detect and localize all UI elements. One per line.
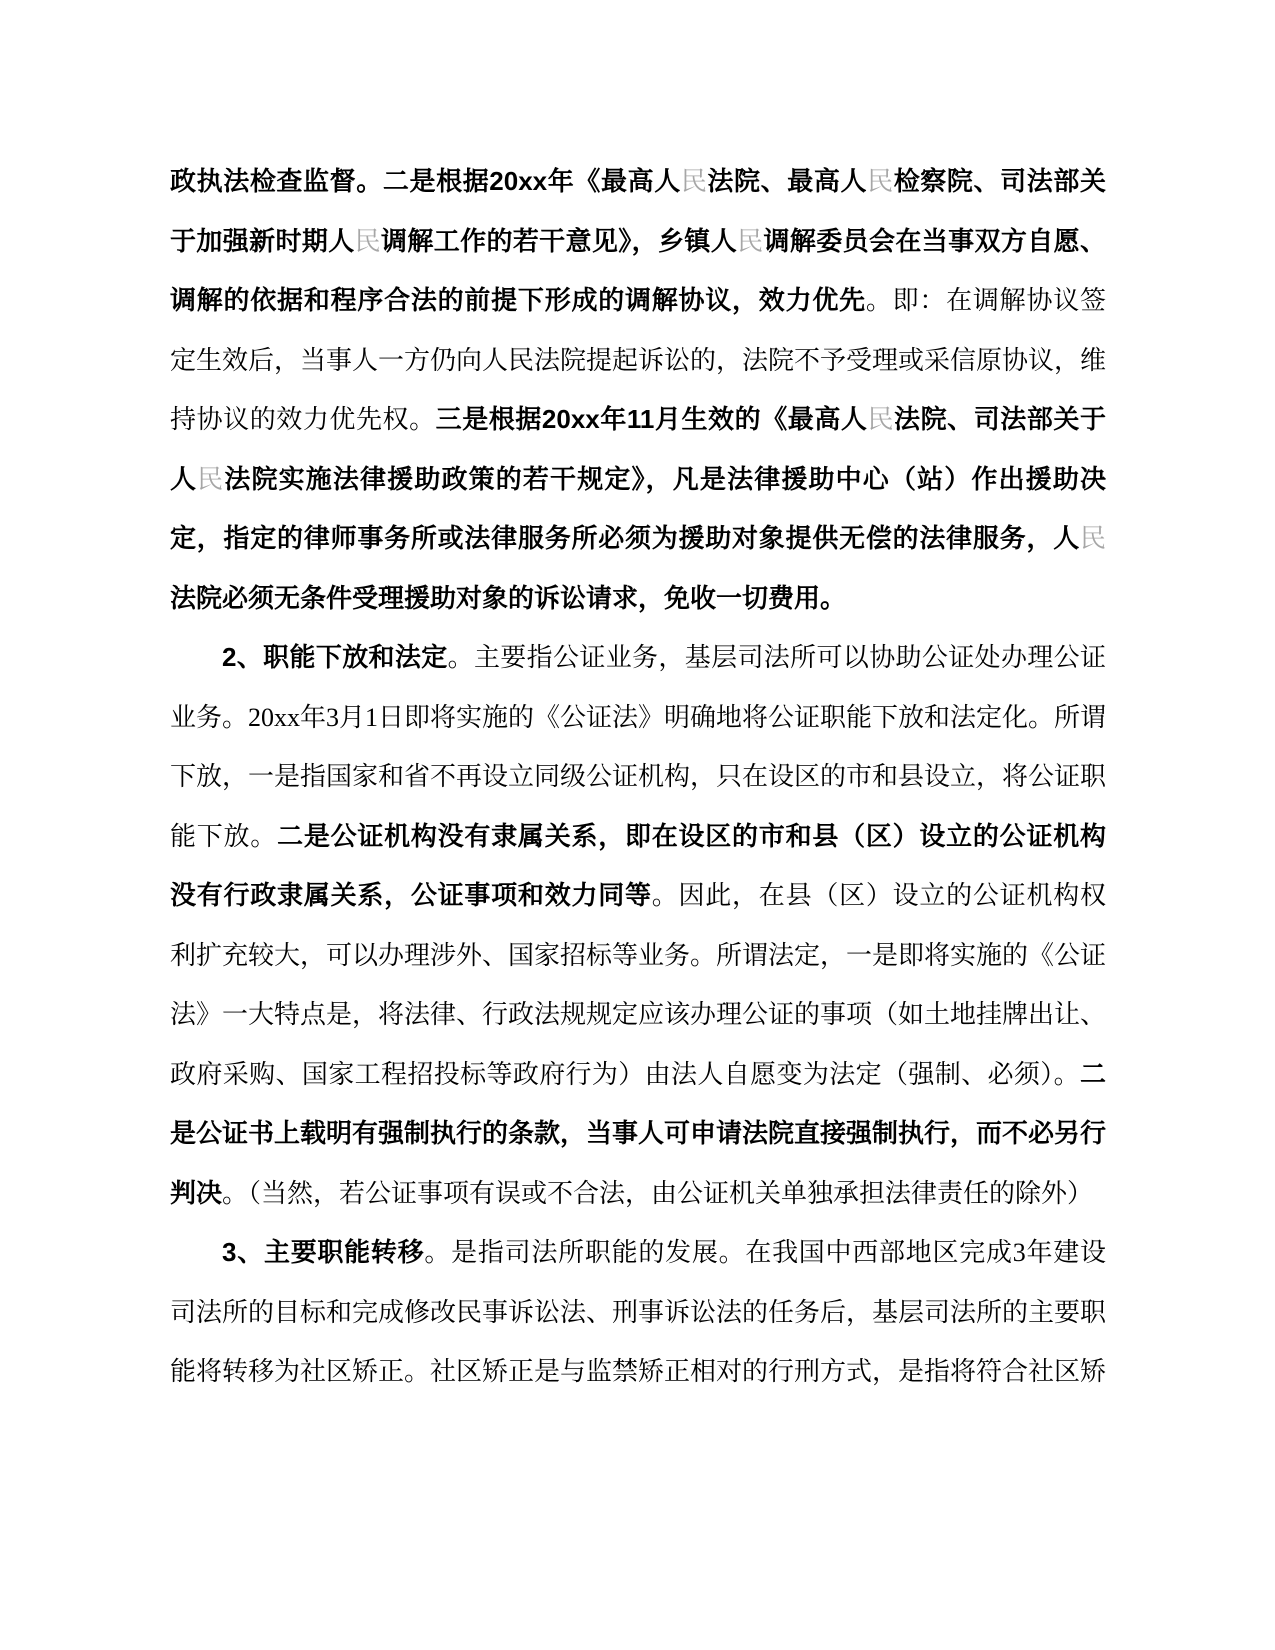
text-run: 二是公证机构没有隶属关系，即在设区的市和县（区）设立的公证机构没有行政隶属关系，公证事项和效力同等	[170, 820, 1106, 910]
text-run: 二是公证书上载明有强制执行的条款，当事人可申请法院直接强制执行，而不必另行判决	[170, 1058, 1107, 1208]
text-run: 。（当然，若公证事项有误或不合法，由公证机关单独承担法律责任的除外）	[222, 1178, 1094, 1208]
text-run: 。是指司法所职能的发展。在我国中西部地区完成3年建设司法所的目标和完成修改民事诉讼法、刑事诉讼法的任务后，基层司法所的主要职能将转移为社区矫正。社区矫正是与监禁矫正相对的行刑方式，是指将符合社区矫	[170, 1238, 1107, 1386]
substituted-char-min: 民	[867, 167, 894, 196]
substituted-char-min: 民	[737, 226, 764, 256]
text-run: 2、职能下放和法定	[222, 642, 448, 672]
substituted-char-min: 民	[1079, 524, 1106, 553]
paragraph	[170, 1223, 1106, 1402]
substituted-char-min: 民	[680, 167, 708, 196]
substituted-char-min: 民	[867, 405, 895, 434]
text-run: 政执法检查监督。二是根据20xx年《最高人	[170, 166, 681, 196]
substituted-char-min: 民	[354, 226, 381, 256]
text-run: 法院、司法部关于人	[170, 404, 1106, 494]
text-run: 法院必须无条件受理援助对象的诉讼请求，免收一切费用。	[170, 582, 847, 613]
substituted-char-min: 民	[197, 464, 225, 494]
paragraph	[170, 152, 1106, 628]
text-run: 三是根据20xx年11月生效的《最高人	[435, 404, 868, 434]
text-run: 。因此，在县（区）设立的公证机构权利扩充较大，可以办理涉外、国家招标等业务。所谓法定，一是即将实施的《公证法》一大特点是，将法律、行政法规规定应该办理公证的事项（如土地挂牌出让、政府采购、国家工程招投标等政府行为）由法人自愿变为法定（强制、必须）。	[170, 881, 1107, 1089]
text-run: 调解工作的若干意见》，乡镇人	[380, 225, 738, 256]
paragraph	[170, 628, 1106, 1223]
text-run: 调解委员会在当事双方自愿、调解的依据和程序合法的前提下形成的调解协议，效力优先	[170, 225, 1106, 315]
text-run: 。主要指公证业务，基层司法所可以协助公证处办理公证业务。20xx年3月1日即将实施的《公证法》明确地将公证职能下放和法定化。所谓下放，一是指国家和省不再设立同级公证机构，只在设区的市和县设立，将公证职能下放。	[170, 643, 1107, 851]
text-run: 检察院、司法部关于加强新时期人	[170, 166, 1106, 256]
text-run: 3、主要职能转移	[222, 1237, 425, 1267]
text-run: 法院、最高人	[707, 166, 868, 196]
text-run: 。即：在调解协议签定生效后，当事人一方仍向人民法院提起诉讼的，法院不予受理或采信原协议，维持协议的效力优先权。	[170, 286, 1107, 434]
document-body	[170, 152, 1106, 1402]
text-run: 法院实施法律援助政策的若干规定》，凡是法律援助中心（站）作出援助决定，指定的律师事务所或法律服务所必须为援助对象提供无偿的法律服务，人	[170, 463, 1106, 553]
